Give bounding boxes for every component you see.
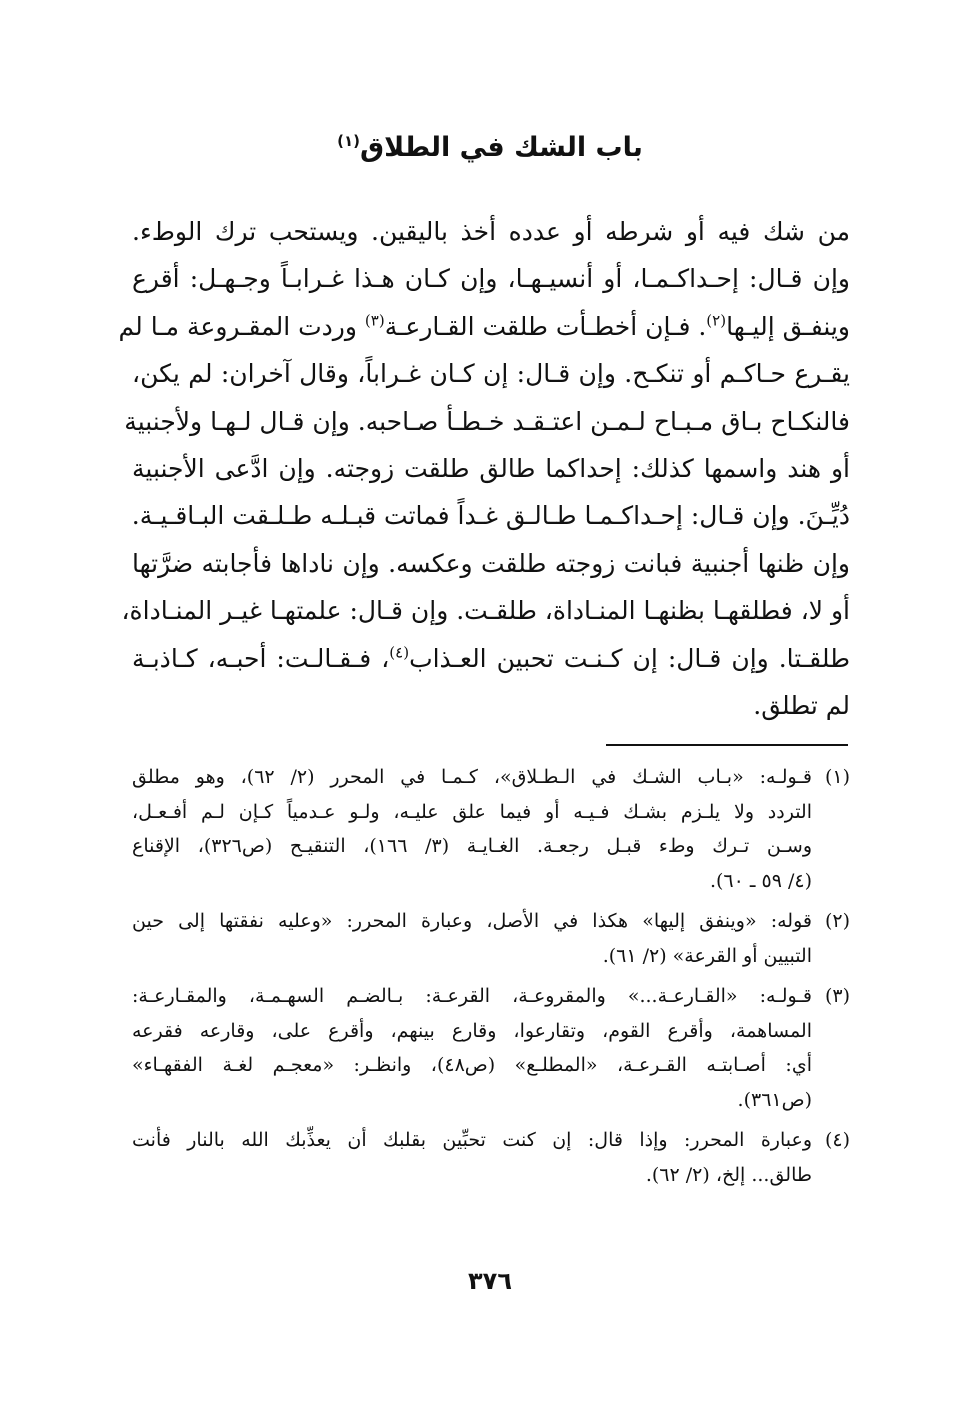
body-line: أو هند واسمها كذلك: إحداكما طالق طلقت زوجته. وإن ادَّعى الأجنبية xyxy=(132,454,850,484)
footnote-line: (٤/ ٥٩ ـ ٦٠). xyxy=(709,869,812,892)
body-line: دُيِّـنَ. وإن قـال: إحـداكـمـا طـالـق غـداً فماتت قبـلـه طـلـقت البـاقـيـة. xyxy=(131,501,850,531)
footnote-1 xyxy=(132,760,850,898)
footnote-ref: (٢) xyxy=(706,311,727,330)
footnote-3 xyxy=(132,979,850,1117)
footnote-number: (٣) xyxy=(824,985,850,1007)
body-line: أو لا، فطلقهـا بظنهـا المنـاداة، طلقـت. وإن قـال: علمتهـا غيـر المنـاداة، xyxy=(121,596,850,626)
footnote-ref: (٣) xyxy=(364,311,385,330)
body-line: وإن ظنها أجنبية فبانت زوجته طلقت وعكسه. وإن ناداها فأجابته ضرَّتها xyxy=(132,548,850,578)
footnote-line: وسـن تـرك وطء قبـل رجعـة. الغـايـة (٣/ ١٦٦)، التنقيـح (ص٣٢٦)، الإقناع xyxy=(132,835,813,857)
body-line: وإن قـال: إحـداكـمـا، أو أنسيـهـا، وإن كـان هـذا غـرابـاً وجـهـل: أقرع xyxy=(132,264,850,294)
footnote-4 xyxy=(132,1123,850,1192)
footnote-number: (٤) xyxy=(824,1129,850,1151)
body-line: يقـرع حـاكـم أو تنكـح. وإن قـال: إن كـان غـراباً، وقال آخران: لم يكن، xyxy=(132,359,850,389)
body-line: طلقـتا. وإن قـال: إن كـنـت تحبين العـذاب$^{(٤)}$، فـقـالـت: أحبـه، كـاذبـة xyxy=(132,643,850,673)
chapter-title-text: باب الشك في الطلاق xyxy=(359,132,643,163)
body-line: لم تطلق. xyxy=(753,691,850,721)
footnote-line: أي: أصـابتـه القـرعـة، «المطلـع» (ص٤٨)، وانظـر: «معجـم لغـة الفقهـاء» xyxy=(132,1054,812,1076)
page-number: ٣٧٦ xyxy=(468,1267,512,1295)
footnote-line: التبيين أو القرعة» (٢/ ٦١). xyxy=(602,944,812,967)
footnote-line: (ص٣٦١). xyxy=(737,1088,812,1111)
footnote-line: المساهمة، وأقرع القوم، وتقارعوا، وقارع بينهم، وأقرع على، وقارعه فقرعه xyxy=(132,1019,812,1042)
footnote-separator xyxy=(606,744,848,746)
chapter-title xyxy=(0,128,980,168)
footnote-ref: (٤) xyxy=(389,643,410,662)
body-line: فالنكـاح بـاق مـبـاح لـمـن اعتـقـد خـطـأ صـاحبه. وإن قـال لـهـا ولأجنبية xyxy=(124,406,850,436)
footnote-number: (١) xyxy=(824,766,850,788)
footnotes xyxy=(132,760,850,1198)
body-text xyxy=(118,208,850,729)
footnote-line: وعبارة المحرر: وإذا قال: إن كنت تحبِّين بقلبك أن يعذِّبك الله بالنار فأنت xyxy=(132,1129,812,1151)
footnote-line: قـولـه: «القـارعـة...» والمقروعـة، القرعـة: بـالضـم السهـمـة، والمقـارعـة: xyxy=(132,985,812,1007)
footnote-line: قوله: «وينفق إليها» هكذا في الأصل، وعبارة المحرر: «وعليه نفقتها إلى حين xyxy=(132,910,812,932)
footnote-number: (٢) xyxy=(824,910,850,932)
footnote-2 xyxy=(132,904,850,973)
body-line: من شك فيه أو شرطه أو عدده أخذ باليقين. ويستحب ترك الوطء. xyxy=(132,217,850,246)
chapter-title-footnote-ref: (١) xyxy=(337,132,360,150)
footnote-line: التردد ولا يلـزم بشـك فـيـه أو فيما علق عليـه، ولـو عـدمياً كـإن لـم أفـعـل، xyxy=(132,800,812,823)
footnote-line: قـولـه: «بـاب الشـك في الـطـلاق»، كـمـا في المحرر (٢/ ٦٢)، وهو مطلق xyxy=(132,766,812,788)
footnote-line: طالق... إلخ، (٢/ ٦٢). xyxy=(645,1163,812,1186)
body-line: وينفـق إليـها$^{(٢)}$. فـإن أخطـأت طلقت القـارعـة$^{(٣)}$ وردت المقـروعة مـا لم xyxy=(118,311,850,341)
